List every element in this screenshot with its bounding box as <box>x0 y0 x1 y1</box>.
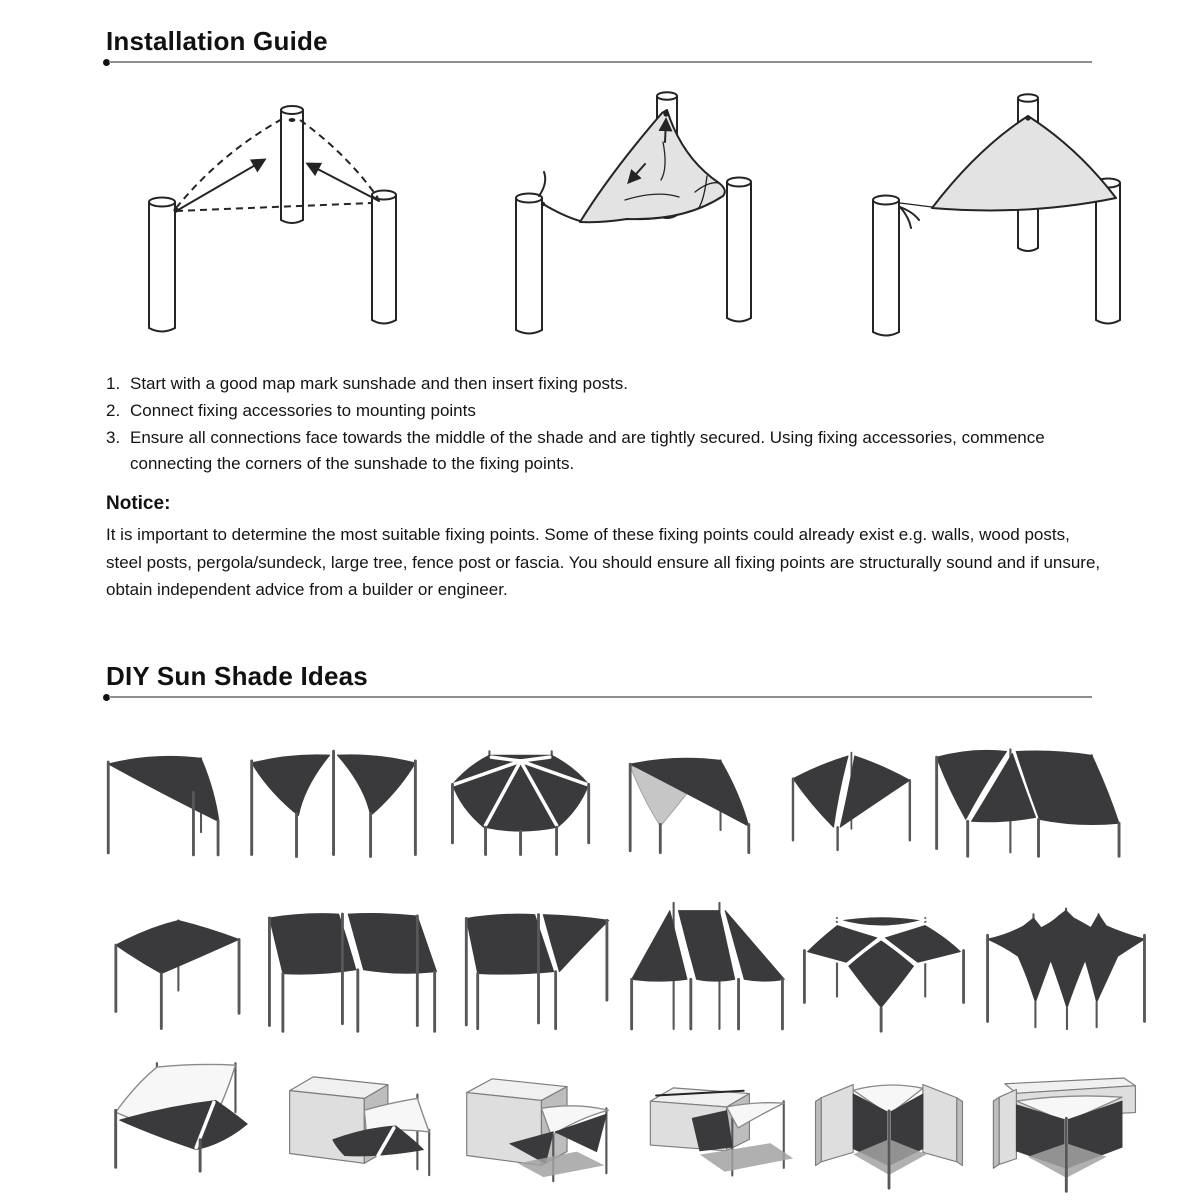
attach-sail-with-ropes-diagram <box>467 80 797 346</box>
overlapping-light-dark-triangles <box>617 736 777 861</box>
step-item-2 <box>106 398 1106 424</box>
step-text: Ensure all connections face towards the middle of the shade and are tightly secured. Using fixing accessories, commence connecting the corners of the sunshade to the fixing points. <box>130 428 1045 473</box>
diamond-twin-sails <box>780 736 922 861</box>
step-item-1 <box>106 371 1106 397</box>
diy-ideas-title: DIY Sun Shade Ideas <box>106 661 368 691</box>
ideas-row-1 <box>95 736 1153 861</box>
step-number: 3. <box>106 428 121 447</box>
installation-steps-list <box>106 371 1106 478</box>
notice-body: It is important to determine the most suitable fixing points. Some of these fixing points could already exist e.g. walls, wood posts, steel posts, pergola/sundeck, large tree, fence post or fascia. You should ensure all fixing points are structurally sound and if unsure, obtain independent advice from a builder or engineer. <box>106 525 1101 599</box>
l-shaped-wall-corner-sails <box>978 1052 1146 1200</box>
slanted-awning-with-triangle <box>453 892 624 1037</box>
tent-three-panel-sails <box>624 892 791 1037</box>
double-triangle-plus-square-sail <box>925 736 1153 861</box>
tensioned-sail-complete-diagram <box>820 80 1152 346</box>
single-triangle-sail <box>95 736 237 861</box>
step-text: Start with a good map mark sunshade and then insert fixing posts. <box>130 374 628 393</box>
section-rule <box>109 696 1092 698</box>
mark-points-and-insert-posts-diagram <box>92 80 444 346</box>
square-sail-four-posts <box>95 892 256 1037</box>
hexagon-six-sails <box>433 736 613 861</box>
twin-triangle-sails <box>240 736 430 861</box>
wall-mounted-small-sails <box>268 1052 440 1200</box>
five-panel-diamond-canopy <box>791 892 978 1037</box>
double-wall-corner-sails <box>808 1052 970 1200</box>
wall-rail-sail-with-posts <box>637 1052 799 1200</box>
wall-mounted-twisted-sails <box>449 1052 629 1200</box>
installation-guide-title: Installation Guide <box>106 26 328 56</box>
step-number: 1. <box>106 374 121 393</box>
installation-diagrams-row <box>92 80 1152 350</box>
stacked-light-dark-sails <box>98 1052 260 1200</box>
step-text: Connect fixing accessories to mounting points <box>130 401 476 420</box>
section-rule <box>109 61 1092 63</box>
ideas-row-3 <box>98 1052 1146 1200</box>
double-slanted-awning <box>256 892 453 1037</box>
notice-title: Notice: <box>106 493 171 514</box>
step-item-3 <box>106 425 1106 477</box>
step-number: 2. <box>106 401 121 420</box>
scalloped-hanging-sails <box>978 892 1155 1037</box>
ideas-row-2 <box>95 892 1155 1037</box>
